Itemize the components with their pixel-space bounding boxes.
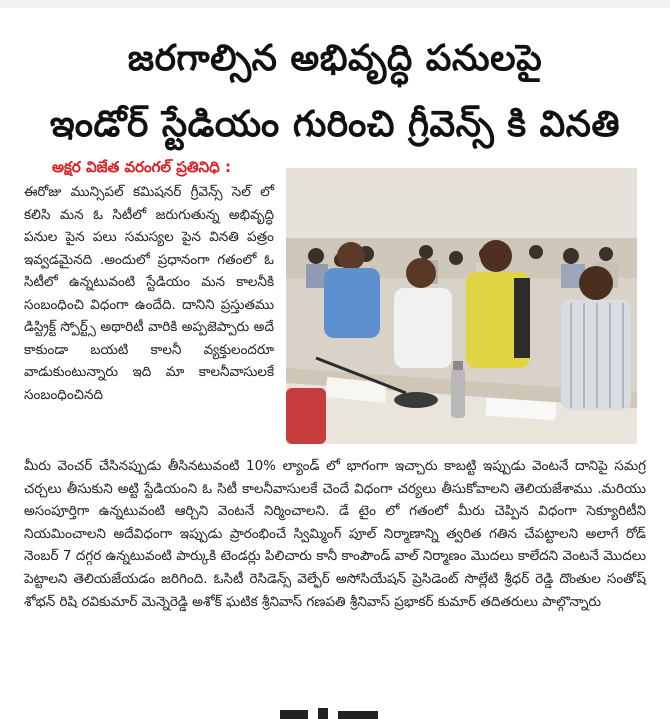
headline-line-1: జరగాల్సిన అభివృద్ధి పనులపై <box>127 38 543 79</box>
news-photo <box>286 168 637 444</box>
headline-line-2: ఇండోర్ స్టేడియం గురించి గ్రీవెన్స్ కి వినతి <box>49 104 621 145</box>
previous-article-cutoff <box>0 0 670 8</box>
dateline: అక్షర విజేత వరంగల్ ప్రతినిధి : <box>52 158 231 176</box>
meeting-photo-illustration <box>286 168 637 444</box>
article-body-column: ఈరోజు మున్సిపల్ కమిషనర్ గ్రీవెన్స్ సెల్ లో కలిసి మన ఓ సిటీలో జరుగుతున్న అభివృద్ధి పనుల పైన పలు సమస్యల పైన వినతి పత్రం ఇవ్వడమైనది .అందులో ప్రధానంగా గతంలో ఓ సిటీలో ఉన్నటువంటి స్టేడియం మన కాలనీకి సంబంధించి విధంగా ఉందేది. దానిని ప్రస్తుతము డిస్ట్రిక్ట్ స్పోర్ట్స్ అథారిటీ వారికి అప్పజెప్పారు అదే కాకుండా బయటి కాలనీ వ్యక్తులందరూ వాడుకుంటున్నారు ఇది మా కాలనీవాసులకే సంబంధించినది <box>24 184 274 403</box>
next-article-cutoff <box>260 706 400 719</box>
article-body-full-width: మీరు వెంచర్ చేసినప్పుడు తీసినటువంటి 10% ల్యాండ్ లో భాగంగా ఇచ్చారు కాబట్టి ఇప్పుడు వెంటనే దానిపై సమగ్ర చర్చలు తీసుకుని అట్టి స్టేడియంని ఓ సిటీ కాలనీవాసులకే చెందే విధంగా చర్యలు తీసుకోవాలని తెలియజేశాము .మరియు అసంపూర్తిగా ఉన్నటువంటి ఆర్చిని వెంటనే నిర్మించాలని. డే టైం లో గతంలో మీరు చెప్పిన విధంగా సెక్యూరిటీని నియమించాలని అదేవిధంగా ఇప్పుడు ప్రారంభించే స్విమ్మింగ్ పూల్ నిర్మాణాన్ని త్వరిత గతిన చేపట్టాలని అలాగే రోడ్ నెంబర్ 7 దగ్గర ఉన్నటువంటి పార్కుకి టెండర్లు పిలిచారు కానీ కాంపౌండ్ వాల్ నిర్మాణం మొదలు కాలేదని వెంటనే మొదలు పెట్టాలని తెలియజేయడం జరిగింది. ఓసిటీ రెసిడెన్స్ వెల్ఫేర్ అసోసియేషన్ ప్రెసిడెంట్ సొల్లేటి శ్రీధర్ రెడ్డి దొంతుల సంతోష్ శోభన్ రిషి రవికుమార్ మెన్నెరెడ్డి అశోక్ ఘటిక శ్రీనివాస్ గణపతి శ్రీనివాస్ ప్రభాకర్ కుమార్ తదితరులు పాల్గొన్నారు <box>24 458 646 610</box>
